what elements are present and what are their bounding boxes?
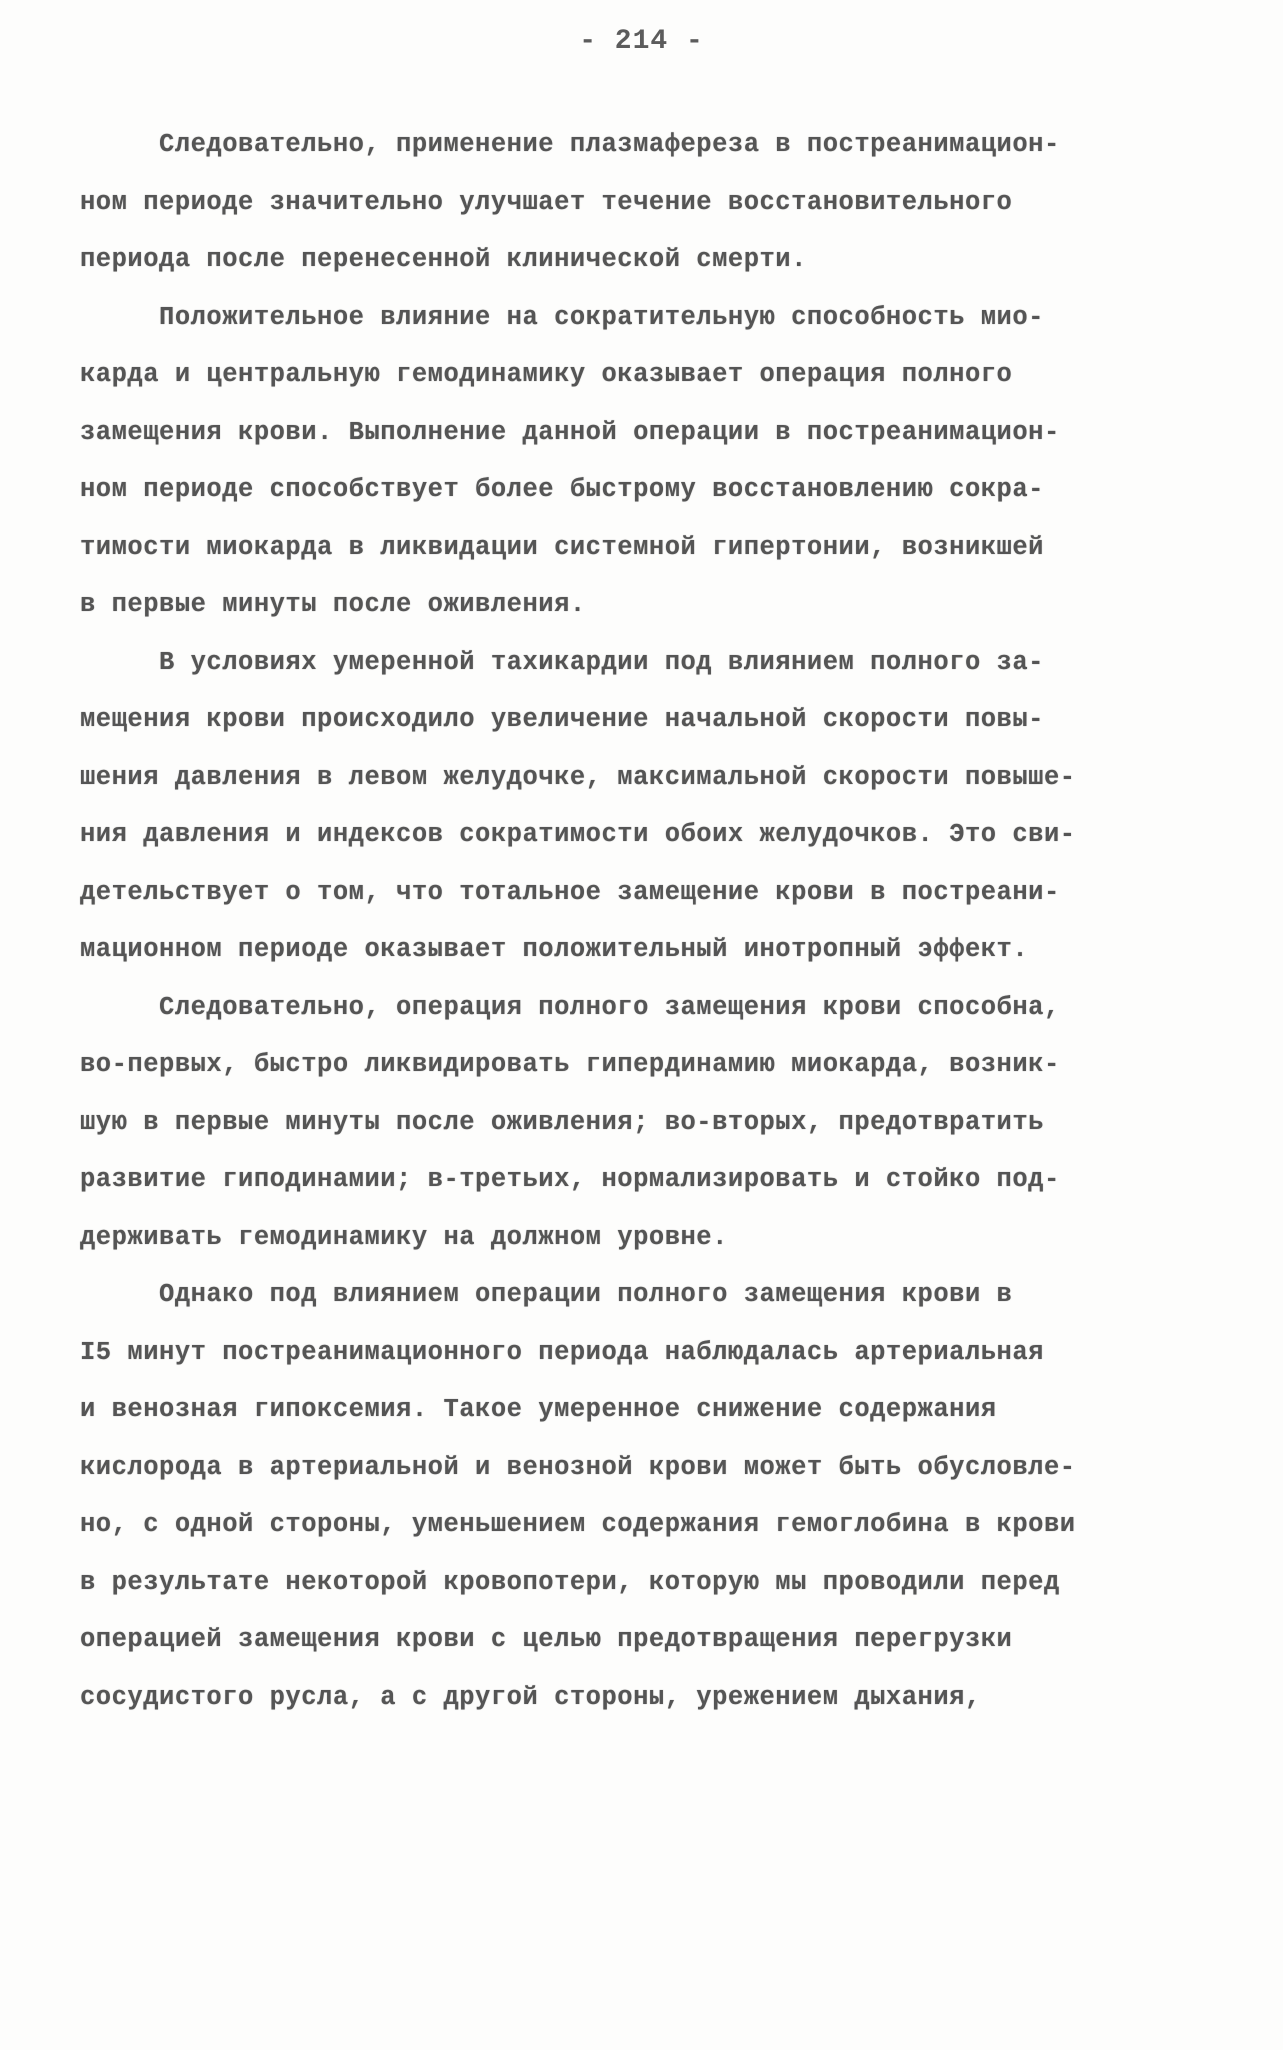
text-line: шую в первые минуты после оживления; во-вторых, предотвратить: [80, 1107, 1044, 1137]
text-line: ния давления и индексов сократимости обоих желудочков. Это сви-: [80, 820, 1076, 849]
text-line: во-первых, быстро ликвидировать гипердинамию миокарда, возник-: [80, 1050, 1060, 1079]
text-line: ном периоде способствует более быстрому восстановлению сокра-: [80, 475, 1044, 504]
document-body: [80, 116, 1190, 1726]
text-line: карда и центральную гемодинамику оказывает операция полного: [80, 360, 1013, 389]
text-line: кислорода в артериальной и венозной крови может быть обусловле-: [80, 1452, 1076, 1482]
text-line: шения давления в левом желудочке, максимальной скорости повыше-: [80, 762, 1076, 792]
text-line: Однако под влиянием операции полного замещения крови в: [80, 1280, 1013, 1309]
text-line: Следовательно, операция полного замещения крови способна,: [80, 992, 1060, 1022]
paragraph-2: [80, 289, 1190, 634]
text-line: операцией замещения крови с целью предотвращения перегрузки: [80, 1625, 1013, 1654]
text-line: Следовательно, применение плазмафереза в постреанимацион-: [80, 130, 1060, 159]
paragraph-4: [80, 979, 1190, 1267]
text-line: В условиях умеренной тахикардии под влиянием полного за-: [80, 647, 1044, 677]
text-line: держивать гемодинамику на должном уровне.: [80, 1222, 728, 1252]
text-line: мещения крови происходило увеличение начальной скорости повы-: [80, 705, 1044, 734]
text-line: сосудистого русла, а с другой стороны, урежением дыхания,: [80, 1682, 981, 1712]
text-line: детельствует о том, что тотальное замещение крови в постреани-: [80, 877, 1060, 907]
page-number: - 214 -: [579, 26, 704, 57]
text-line: тимости миокарда в ликвидации системной гипертонии, возникшей: [80, 532, 1044, 562]
text-line: Положительное влияние на сократительную способность мио-: [80, 302, 1044, 332]
text-line: периода после перенесенной клинической смерти.: [80, 245, 807, 274]
text-line: и венозная гипоксемия. Такое умеренное снижение содержания: [80, 1395, 997, 1424]
text-line: мационном периоде оказывает положительный инотропный эффект.: [80, 935, 1029, 964]
paragraph-5: [80, 1266, 1190, 1726]
text-line: в первые минуты после оживления.: [80, 590, 586, 619]
text-line: замещения крови. Выполнение данной операции в постреанимацион-: [80, 417, 1060, 447]
text-line: ном периоде значительно улучшает течение восстановительного: [80, 187, 1013, 217]
text-line: I5 минут постреанимационного периода наблюдалась артериальная: [80, 1337, 1044, 1367]
text-line: развитие гиподинамии; в-третьих, нормализировать и стойко под-: [80, 1165, 1060, 1194]
text-line: но, с одной стороны, уменьшением содержания гемоглобина в крови: [80, 1510, 1076, 1539]
paragraph-3: [80, 634, 1190, 979]
text-line: в результате некоторой кровопотери, которую мы проводили перед: [80, 1567, 1060, 1597]
paragraph-1: [80, 116, 1190, 289]
